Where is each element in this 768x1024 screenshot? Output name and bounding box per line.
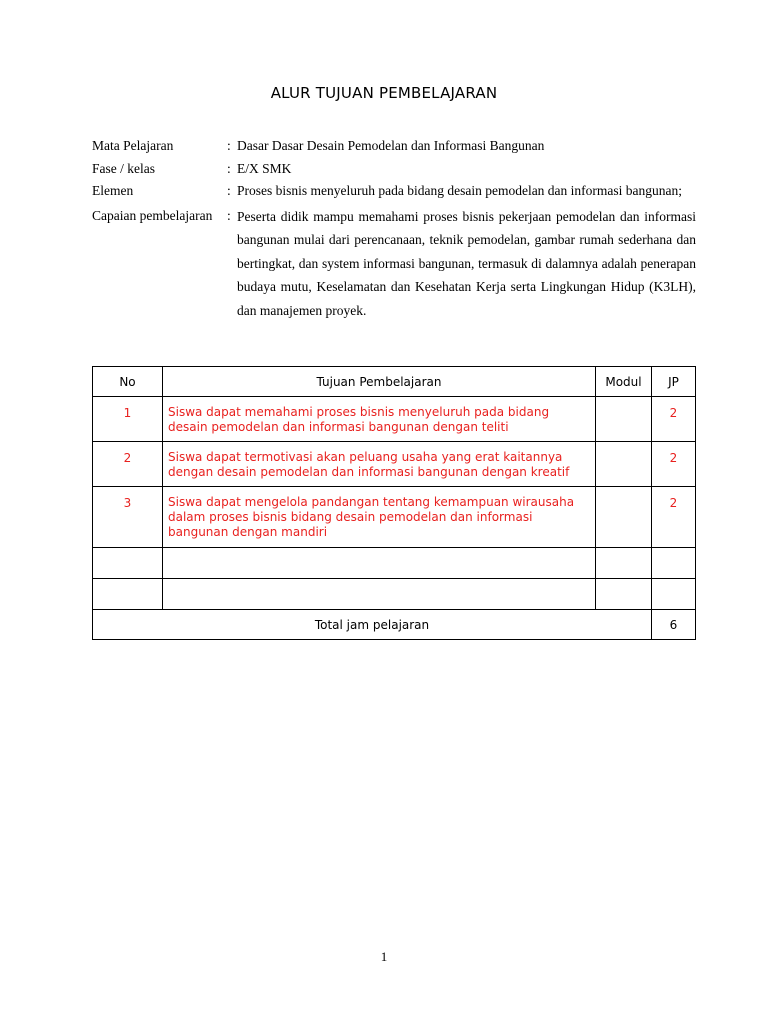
header-modul: Modul: [596, 367, 652, 397]
empty-cell: [93, 579, 163, 610]
table-total-row: [93, 610, 696, 640]
meta-row-phase: [92, 158, 696, 181]
modul-cell: [596, 487, 652, 548]
empty-cell: [163, 548, 596, 579]
table-row: [93, 397, 696, 442]
page-number: 1: [380, 949, 388, 964]
modul-cell: [596, 397, 652, 442]
meta-label: Capaian pembelajaran: [92, 207, 213, 223]
empty-cell: [652, 579, 696, 610]
objective-text: Siswa dapat termotivasi akan peluang usaha yang erat kaitannya dengan desain pemodelan dan informasi bangunan dengan kreatif: [163, 442, 596, 487]
empty-cell: [163, 579, 596, 610]
jp-cell: 2: [652, 442, 696, 487]
learning-objectives-table: [92, 366, 696, 640]
jp-cell: 2: [652, 397, 696, 442]
jp-cell: 2: [652, 487, 696, 548]
meta-colon: :: [227, 183, 231, 198]
table-row-empty: [93, 579, 696, 610]
meta-colon: :: [227, 207, 231, 223]
total-label: Total jam pelajaran: [93, 610, 652, 640]
meta-label: Mata Pelajaran: [92, 138, 174, 153]
empty-cell: [93, 548, 163, 579]
meta-row-element: [92, 180, 696, 203]
objective-text: Siswa dapat memahami proses bisnis menyeluruh pada bidang desain pemodelan dan informasi bangunan dengan teliti: [163, 397, 596, 442]
meta-value: Dasar Dasar Desain Pemodelan dan Informasi Bangunan: [237, 138, 545, 153]
document-title: ALUR TUJUAN PEMBELAJARAN: [270, 84, 498, 102]
meta-colon: :: [227, 160, 231, 176]
objective-text: Siswa dapat mengelola pandangan tentang kemampuan wirausaha dalam proses bisnis bidang desain pemodelan dan informasi bangunan dengan mandiri: [163, 487, 596, 548]
table-header-row: [93, 367, 696, 397]
header-no: No: [93, 367, 163, 397]
empty-cell: [652, 548, 696, 579]
empty-cell: [596, 579, 652, 610]
meta-label: Fase / kelas: [92, 160, 155, 176]
course-info: [92, 135, 696, 322]
meta-value: Proses bisnis menyeluruh pada bidang desain pemodelan dan informasi bangunan;: [237, 183, 683, 198]
total-value: 6: [652, 610, 696, 640]
header-tujuan: Tujuan Pembelajaran: [163, 367, 596, 397]
meta-row-learning-outcome: [92, 205, 696, 323]
table-row-empty: [93, 548, 696, 579]
meta-row-subject: [92, 135, 696, 158]
header-jp: JP: [652, 367, 696, 397]
row-number: 3: [93, 487, 163, 548]
table-row: [93, 442, 696, 487]
meta-value: E/X SMK: [237, 160, 292, 176]
table-row: [93, 487, 696, 548]
modul-cell: [596, 442, 652, 487]
meta-label: Elemen: [92, 183, 134, 198]
row-number: 2: [93, 442, 163, 487]
meta-value: Peserta didik mampu memahami proses bisnis pekerjaan pemodelan dan informasi bangunan mulai dari perencanaan, teknik pemodelan, gambar rumah sederhana dan bertingkat, dan system informasi bangunan, termasuk di dalamnya adalah penerapan budaya mutu, Keselamatan dan Kesehatan Kerja serta Lingkungan Hidup (K3LH), dan manajemen proyek.: [237, 208, 696, 318]
empty-cell: [596, 548, 652, 579]
meta-colon: :: [227, 138, 231, 153]
row-number: 1: [93, 397, 163, 442]
